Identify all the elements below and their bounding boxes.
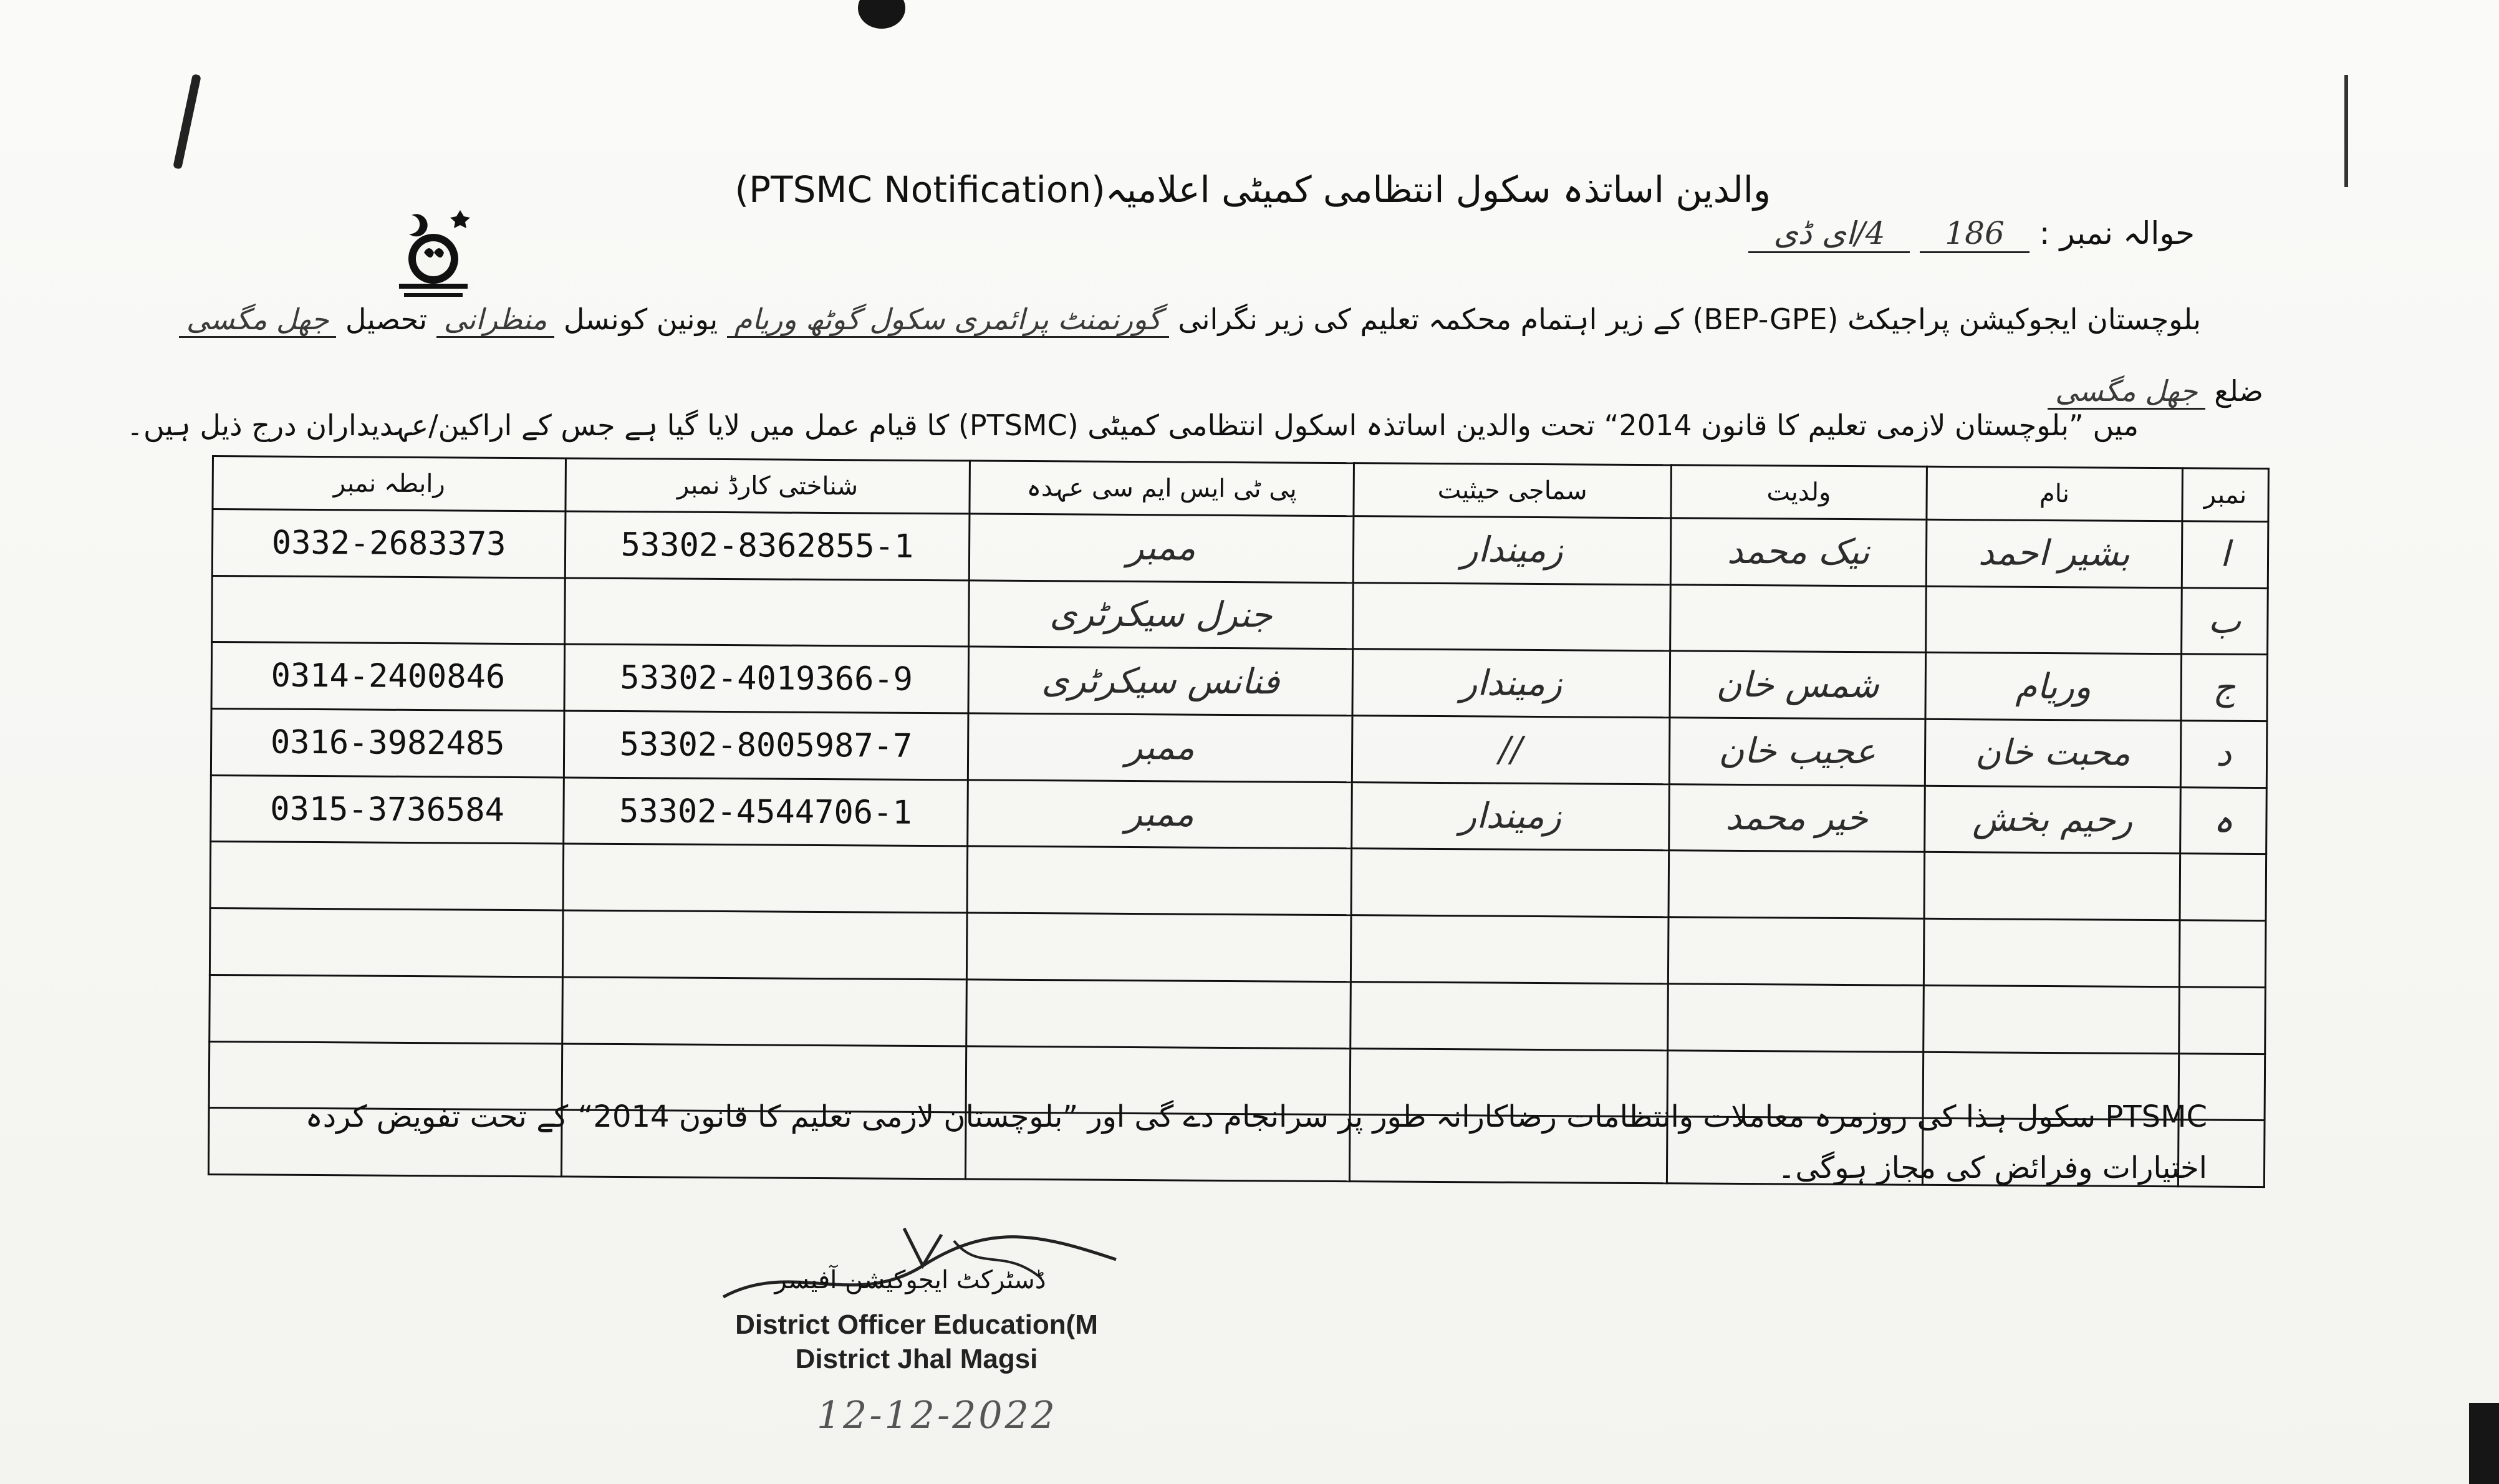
cell-name: بشیر احمد <box>1926 519 2182 587</box>
cell-father-name: شمس خان <box>1670 651 1926 719</box>
intro-line-2 <box>287 374 2263 408</box>
title-urdu: والدین اساتذہ سکول انتظامی کمیٹی اعلامیہ <box>1105 168 1771 211</box>
empty-table-row <box>209 908 2266 988</box>
table-row <box>211 709 2267 788</box>
col-header-contact: رابطہ نمبر <box>213 456 566 511</box>
signature-title-english: District Officer Education(M <box>735 1309 1098 1340</box>
footer-statement: PTSMC سکول ہذا کی روزمرہ معاملات وانتظامات رضاکارانہ طور پر سرانجام دے گی اور ”بلوچستان لازمی تعلیم کا قانون 2014“ کے تحت تفویض کردہ اختیارات وفرائض کی مجاز ہوگی۔ <box>305 1099 2207 1185</box>
signature-district: District Jhal Magsi <box>795 1344 1038 1374</box>
table-row <box>211 642 2268 721</box>
signature-title-urdu: ڈسٹرکٹ ایجوکیشن آفیسر <box>774 1266 1046 1294</box>
table-row <box>211 775 2267 854</box>
cell-father-name <box>1670 584 1926 652</box>
cell-name: محبت خان <box>1925 719 2181 787</box>
cell-cnic: 53302-4019366-9 <box>564 644 968 713</box>
intro-project-text: بلوچستان ایجوکیشن پراجیکٹ (BEP-GPE) کے زیر اہتمام محکمہ تعلیم کی زیر نگرانی <box>1178 302 2201 336</box>
title-english: (PTSMC Notification) <box>734 168 1105 211</box>
table-row <box>212 576 2268 655</box>
cell-position: ممبر <box>967 780 1352 849</box>
cell-position: جنرل سیکرٹری <box>968 581 1353 649</box>
cell-cnic: 53302-8362855-1 <box>565 511 969 581</box>
district-name: جھل مگسی <box>2048 374 2205 410</box>
cell-contact: 0315-3736584 <box>211 775 564 844</box>
cell-name: رحیم بخش <box>1925 786 2181 854</box>
tehsil-label: تحصیل <box>345 302 428 336</box>
district-label: ضلع <box>2214 374 2263 408</box>
reference-number: 186 <box>1920 215 2029 253</box>
cell-number: د <box>2180 721 2267 788</box>
reference-suffix: 4/ای ڈی <box>1748 215 1910 253</box>
col-header-father-name: ولدیت <box>1671 465 1927 520</box>
cell-social-status: // <box>1352 716 1670 784</box>
cell-social-status <box>1353 582 1670 651</box>
cell-position: ممبر <box>969 514 1354 582</box>
cell-father-name: خیر محمد <box>1668 784 1925 852</box>
col-header-number: نمبر <box>2182 468 2269 522</box>
cell-position: ممبر <box>968 713 1352 782</box>
punch-hole-mark <box>858 0 905 29</box>
intro-act-text: میں ”بلوچستان لازمی تعلیم کا قانون 2014“ تحت والدین اساتذہ اسکول انتظامی کمیٹی (PTSMC) کا قیام عمل میں لایا گیا ہے جس کے اراکین/عہدیداران درج ذیل ہیں۔ <box>127 408 2139 442</box>
cell-number: ب <box>2181 587 2268 655</box>
cell-contact: 0316-3982485 <box>211 709 564 778</box>
school-name: گورنمنٹ پرائمری سکول گوٹھ وریام <box>727 302 1169 338</box>
table-row <box>212 509 2268 589</box>
cell-cnic: 53302-4544706-1 <box>564 778 968 847</box>
notification-title <box>734 168 1771 211</box>
cell-social-status: زمیندار <box>1354 516 1671 585</box>
col-header-social-status: سماجی حیثیت <box>1354 463 1671 518</box>
cell-number: ا <box>2182 521 2268 589</box>
cell-cnic: 53302-8005987-7 <box>564 711 968 780</box>
cell-contact: 0314-2400846 <box>211 642 565 711</box>
reference-line <box>1708 215 2195 251</box>
col-header-cnic: شناختی کارڈ نمبر <box>566 458 970 514</box>
cell-contact: 0332-2683373 <box>212 509 566 578</box>
cell-number: ج <box>2181 654 2268 721</box>
cell-position: فنانس سیکرٹری <box>968 647 1353 715</box>
col-header-ptsmc-position: پی ٹی ایس ایم سی عہدہ <box>969 461 1354 516</box>
margin-pen-stroke <box>173 74 201 170</box>
cell-social-status: زمیندار <box>1352 649 1670 718</box>
signature-date: 12-12-2022 <box>817 1394 1057 1437</box>
reference-label: حوالہ نمبر : <box>2039 215 2195 251</box>
balochistan-emblem-icon <box>387 203 480 302</box>
cell-father-name: نیک محمد <box>1670 518 1927 586</box>
tehsil-name: جھل مگسی <box>179 302 337 338</box>
empty-table-row <box>209 975 2266 1054</box>
intro-line-3 <box>127 408 2139 442</box>
cell-name: وریام <box>1925 653 2182 721</box>
scan-edge-mark <box>2469 1403 2499 1484</box>
col-header-name: نام <box>1927 466 2182 521</box>
empty-table-row <box>210 842 2266 921</box>
cell-number: ہ <box>2180 788 2266 855</box>
cell-name <box>1925 586 2182 654</box>
members-table <box>208 455 2270 1188</box>
union-council-label: یونین کونسل <box>563 302 718 336</box>
cell-social-status: زمیندار <box>1352 782 1669 850</box>
margin-pen-stroke-right <box>2344 75 2348 187</box>
cell-father-name: عجیب خان <box>1669 718 1925 786</box>
union-council-name: منظرانی <box>436 302 555 338</box>
cell-cnic <box>565 578 969 647</box>
intro-line-1 <box>186 302 2201 336</box>
cell-contact <box>212 576 566 644</box>
